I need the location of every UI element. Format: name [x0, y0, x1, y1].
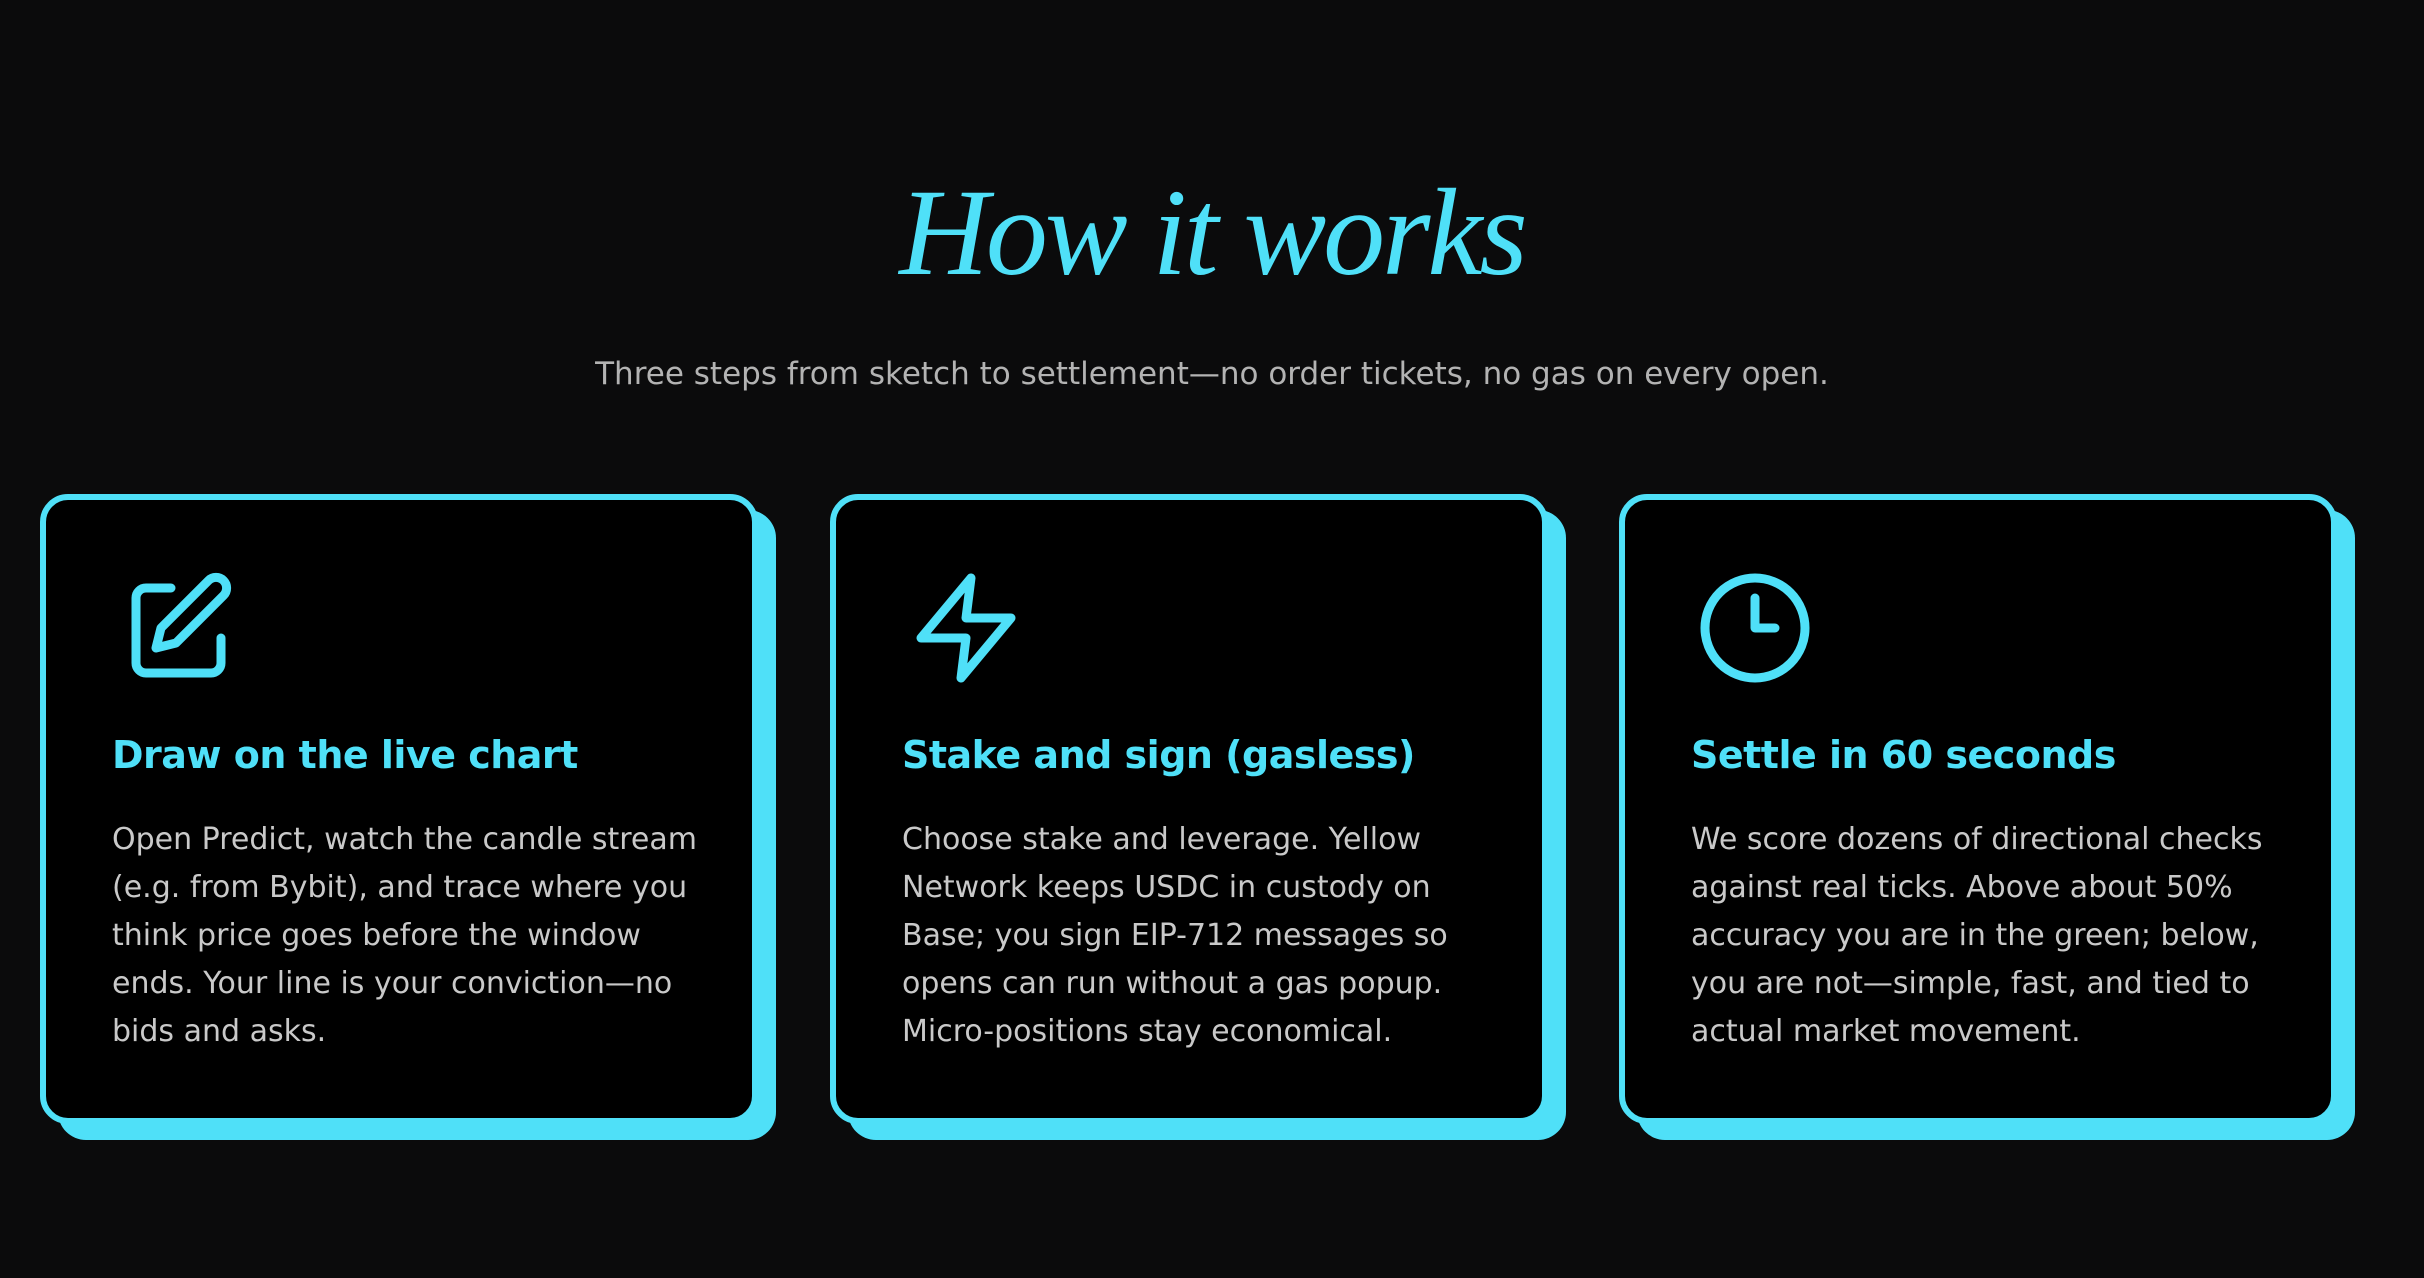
card-description: Choose stake and leverage. Yellow Network keeps USDC in custody on Base; you sign EIP-712 messages so opens can run without a gas popup. Micro-positions stay economical. — [902, 822, 1448, 1049]
section-subtitle: Three steps from sketch to settlement—no order tickets, no gas on every open. — [595, 356, 1829, 392]
pencil-square-icon — [116, 568, 236, 688]
section-title: How it works — [899, 164, 1525, 301]
step-card-settle — [1619, 494, 2337, 1124]
card-description: Open Predict, watch the candle stream (e.g. from Bybit), and trace where you think price goes before the window ends. Your line is your conviction—no bids and asks. — [112, 822, 697, 1049]
clock-icon — [1695, 568, 1815, 688]
card-description: We score dozens of directional checks against real ticks. Above about 50% accuracy you are in the green; below, you are not—simple, fast, and tied to actual market movement. — [1691, 822, 2263, 1049]
step-card-stake — [830, 494, 1548, 1124]
card-title: Stake and sign (gasless) — [902, 733, 1415, 777]
step-card-draw — [40, 494, 758, 1124]
card-title: Settle in 60 seconds — [1691, 733, 2116, 777]
card-title: Draw on the live chart — [112, 733, 578, 777]
lightning-bolt-icon — [906, 568, 1026, 688]
